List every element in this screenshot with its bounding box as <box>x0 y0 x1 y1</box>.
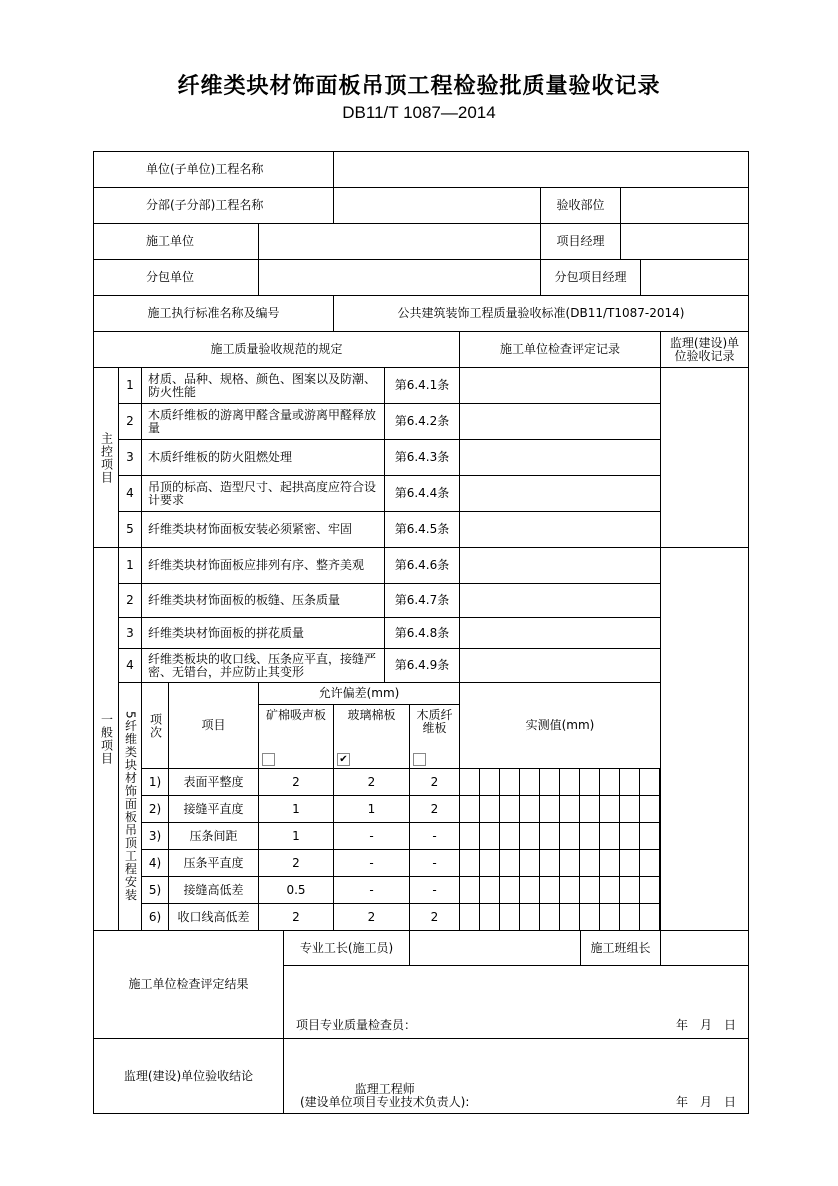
team-leader-field[interactable] <box>660 930 749 966</box>
measured-value-cell[interactable] <box>599 876 620 904</box>
measured-value-cell[interactable] <box>599 822 620 850</box>
measured-value-cell[interactable] <box>579 822 600 850</box>
tolerance-value: 2 <box>409 903 460 931</box>
measured-value-cell[interactable] <box>559 795 580 823</box>
label-standard: 施工执行标准名称及编号 <box>93 295 334 332</box>
item-number: 4 <box>118 648 142 683</box>
checkbox-wrapper <box>411 753 458 766</box>
tolerance-value: - <box>333 876 410 904</box>
inspector-label: 项目专业质量检查员： <box>296 1018 417 1032</box>
tolerance-value: 2 <box>258 903 334 931</box>
contractor-record-field[interactable] <box>459 475 661 512</box>
measured-value-cell[interactable] <box>459 876 480 904</box>
item-clause: 第6.4.8条 <box>384 617 460 649</box>
measured-value-cell[interactable] <box>619 849 640 877</box>
tolerance-value: 1 <box>258 822 334 850</box>
col-item-header: 项目 <box>168 682 259 769</box>
supervisor-signature-area[interactable] <box>283 1038 749 1114</box>
contractor-record-field[interactable] <box>459 583 661 618</box>
measured-value-cell[interactable] <box>479 849 500 877</box>
measured-value-cell[interactable] <box>499 768 520 796</box>
measured-value-cell[interactable] <box>539 876 560 904</box>
item-number: 1 <box>118 367 142 404</box>
row-number: 1) <box>141 768 169 796</box>
field-sub-project[interactable] <box>333 187 541 224</box>
measured-value-cell[interactable] <box>459 822 480 850</box>
measured-value-cell[interactable] <box>479 903 500 931</box>
form-title: 纤维类块材饰面板吊顶工程检验批质量验收记录 <box>177 74 661 99</box>
team-leader-label: 施工班组长 <box>580 930 661 966</box>
measured-value-cell[interactable] <box>519 795 540 823</box>
item-number: 4 <box>118 475 142 512</box>
measured-value-cell[interactable] <box>459 768 480 796</box>
measured-value-cell[interactable] <box>519 876 540 904</box>
row-number: 4) <box>141 849 169 877</box>
contractor-record-field[interactable] <box>459 511 661 548</box>
field-contractor[interactable] <box>258 223 541 260</box>
field-subcontractor[interactable] <box>258 259 541 296</box>
measured-value-cell[interactable] <box>559 768 580 796</box>
tolerance-value: 2 <box>258 768 334 796</box>
measured-value-cell[interactable] <box>539 849 560 877</box>
tolerance-value: 0.5 <box>258 876 334 904</box>
item-text: 纤维类块材饰面板的板缝、压条质量 <box>141 583 385 618</box>
field-unit-project[interactable] <box>333 151 749 188</box>
contractor-record-field[interactable] <box>459 617 661 649</box>
measured-value-cell[interactable] <box>499 795 520 823</box>
item-number: 2 <box>118 583 142 618</box>
measured-value-cell[interactable] <box>599 849 620 877</box>
header-supervisor-record: 监理(建设)单位验收记录 <box>660 331 749 368</box>
measured-value-cell[interactable] <box>559 822 580 850</box>
material-checkbox[interactable] <box>262 753 275 766</box>
header-spec: 施工质量验收规范的规定 <box>93 331 460 368</box>
label-project-manager: 项目经理 <box>540 223 621 260</box>
standard-value: 公共建筑装饰工程质量验收标准(DB11/T1087-2014) <box>333 295 749 332</box>
item-text: 吊顶的标高、造型尺寸、起拱高度应符合设计要求 <box>141 475 385 512</box>
material-header <box>333 704 410 769</box>
supervisor-record-field[interactable] <box>660 547 749 931</box>
tolerance-value: 2 <box>409 795 460 823</box>
material-checkbox[interactable]: ✔ <box>337 753 350 766</box>
row-number: 3) <box>141 822 169 850</box>
material-header <box>258 704 334 769</box>
item-text: 材质、品种、规格、颜色、图案以及防潮、防火性能 <box>141 367 385 404</box>
row-number: 6) <box>141 903 169 931</box>
label-sub-project-manager: 分包项目经理 <box>540 259 641 296</box>
measured-value-cell[interactable] <box>559 876 580 904</box>
item-clause: 第6.4.7条 <box>384 583 460 618</box>
item-text: 木质纤维板的防火阻燃处理 <box>141 439 385 476</box>
measured-value-cell[interactable] <box>579 795 600 823</box>
contractor-record-field[interactable] <box>459 547 661 584</box>
contractor-record-field[interactable] <box>459 367 661 404</box>
measured-value-cell[interactable] <box>619 795 640 823</box>
header-contractor-record: 施工单位检查评定记录 <box>459 331 661 368</box>
row-item: 收口线高低差 <box>168 903 259 931</box>
measured-value-cell[interactable] <box>519 768 540 796</box>
measured-value-cell[interactable] <box>479 876 500 904</box>
measured-value-cell[interactable] <box>559 903 580 931</box>
general-label: 一般项目 <box>93 547 119 931</box>
measured-header: 实测值(mm) <box>459 682 661 769</box>
item-text: 木质纤维板的游离甲醛含量或游离甲醛释放量 <box>141 403 385 440</box>
row-number: 2) <box>141 795 169 823</box>
label-contractor: 施工单位 <box>93 223 259 260</box>
item-clause: 第6.4.9条 <box>384 648 460 683</box>
item-number: 1 <box>118 547 142 584</box>
measured-value-cell[interactable] <box>499 822 520 850</box>
measured-value-cell[interactable] <box>619 876 640 904</box>
contractor-record-field[interactable] <box>459 648 661 683</box>
item-text: 纤维类板块的收口线、压条应平直，接缝严密、无错台，并应防止其变形 <box>141 648 385 683</box>
main-control-label: 主控项目 <box>93 367 119 548</box>
tolerance-value: 1 <box>333 795 410 823</box>
field-acceptance-part[interactable] <box>620 187 749 224</box>
checkbox-wrapper <box>260 753 332 766</box>
measured-value-cell[interactable] <box>559 849 580 877</box>
inspector-signature-area[interactable] <box>283 965 749 1039</box>
tolerance-value: 2 <box>333 903 410 931</box>
measured-value-cell[interactable] <box>479 822 500 850</box>
supervisor-engineer-label: 监理工程师 (建设单位项目专业技术负责人): <box>300 1082 470 1109</box>
material-name: 矿棉吸声板 <box>265 708 326 722</box>
measured-value-cell[interactable] <box>619 903 640 931</box>
measured-value-cell[interactable] <box>639 795 660 823</box>
tolerance-value: - <box>409 822 460 850</box>
measured-value-cell[interactable] <box>499 903 520 931</box>
measured-value-cell[interactable] <box>599 795 620 823</box>
contractor-record-field[interactable] <box>459 439 661 476</box>
item-clause: 第6.4.1条 <box>384 367 460 404</box>
item-clause: 第6.4.2条 <box>384 403 460 440</box>
contractor-result-label: 施工单位检查评定结果 <box>93 930 284 1039</box>
item-clause: 第6.4.4条 <box>384 475 460 512</box>
measured-value-cell[interactable] <box>639 822 660 850</box>
supervisor-record-field[interactable] <box>660 367 749 548</box>
measured-value-cell[interactable] <box>579 903 600 931</box>
row-number: 5) <box>141 876 169 904</box>
row-item: 表面平整度 <box>168 768 259 796</box>
date-label: 年 月 日 <box>675 1095 736 1109</box>
material-name: 木质纤维板 <box>416 708 453 735</box>
measured-value-cell[interactable] <box>519 903 540 931</box>
tolerance-value: 1 <box>258 795 334 823</box>
tolerance-value: - <box>333 849 410 877</box>
measured-value-cell[interactable] <box>459 849 480 877</box>
foreman-label: 专业工长(施工员) <box>283 930 410 966</box>
label-subcontractor: 分包单位 <box>93 259 259 296</box>
label-unit-project: 单位(子单位)工程名称 <box>93 151 334 188</box>
measured-value-cell[interactable] <box>639 849 660 877</box>
field-project-manager[interactable] <box>620 223 749 260</box>
measured-value-cell[interactable] <box>579 768 600 796</box>
measured-value-cell[interactable] <box>519 822 540 850</box>
col-no-header: 项次 <box>141 682 169 769</box>
install-label: 5纤维类块材饰面板吊顶工程安装 <box>118 682 142 931</box>
tolerance-header: 允许偏差(mm) <box>258 682 460 705</box>
measured-value-cell[interactable] <box>459 903 480 931</box>
item-number: 5 <box>118 511 142 548</box>
tolerance-value: - <box>409 849 460 877</box>
item-number: 3 <box>118 439 142 476</box>
measured-value-cell[interactable] <box>499 876 520 904</box>
item-number: 3 <box>118 617 142 649</box>
contractor-record-field[interactable] <box>459 403 661 440</box>
measured-value-cell[interactable] <box>479 768 500 796</box>
item-text: 纤维类块材饰面板应排列有序、整齐美观 <box>141 547 385 584</box>
label-acceptance-part: 验收部位 <box>540 187 621 224</box>
item-clause: 第6.4.5条 <box>384 511 460 548</box>
tolerance-value: 2 <box>409 768 460 796</box>
row-item: 接缝高低差 <box>168 876 259 904</box>
measured-value-cell[interactable] <box>459 795 480 823</box>
checkbox-wrapper <box>335 753 408 766</box>
foreman-field[interactable] <box>409 930 581 966</box>
measured-value-cell[interactable] <box>519 849 540 877</box>
item-number: 2 <box>118 403 142 440</box>
tolerance-value: - <box>409 876 460 904</box>
item-clause: 第6.4.3条 <box>384 439 460 476</box>
label-sub-project: 分部(子分部)工程名称 <box>93 187 334 224</box>
measured-value-cell[interactable] <box>639 768 660 796</box>
measured-value-cell[interactable] <box>539 822 560 850</box>
tolerance-value: - <box>333 822 410 850</box>
measured-value-cell[interactable] <box>539 903 560 931</box>
measured-value-cell[interactable] <box>619 768 640 796</box>
item-text: 纤维类块材饰面板的拼花质量 <box>141 617 385 649</box>
standard-code: DB11/T 1087—2014 <box>342 103 496 122</box>
date-label: 年 月 日 <box>675 1018 736 1032</box>
material-name: 玻璃棉板 <box>347 708 396 722</box>
measured-value-cell[interactable] <box>479 795 500 823</box>
measured-value-cell[interactable] <box>639 903 660 931</box>
field-sub-project-manager[interactable] <box>640 259 749 296</box>
tolerance-value: 2 <box>258 849 334 877</box>
measured-value-cell[interactable] <box>599 903 620 931</box>
measured-value-cell[interactable] <box>599 768 620 796</box>
row-item: 接缝平直度 <box>168 795 259 823</box>
tolerance-value: 2 <box>333 768 410 796</box>
item-clause: 第6.4.6条 <box>384 547 460 584</box>
measured-value-cell[interactable] <box>579 876 600 904</box>
supervisor-result-label: 监理(建设)单位验收结论 <box>93 1038 284 1114</box>
row-item: 压条间距 <box>168 822 259 850</box>
item-text: 纤维类块材饰面板安装必须紧密、牢固 <box>141 511 385 548</box>
measured-value-cell[interactable] <box>619 822 640 850</box>
measured-value-cell[interactable] <box>579 849 600 877</box>
material-checkbox[interactable] <box>413 753 426 766</box>
material-header <box>409 704 460 769</box>
measured-value-cell[interactable] <box>499 849 520 877</box>
measured-value-cell[interactable] <box>539 795 560 823</box>
measured-value-cell[interactable] <box>639 876 660 904</box>
measured-value-cell[interactable] <box>539 768 560 796</box>
row-item: 压条平直度 <box>168 849 259 877</box>
